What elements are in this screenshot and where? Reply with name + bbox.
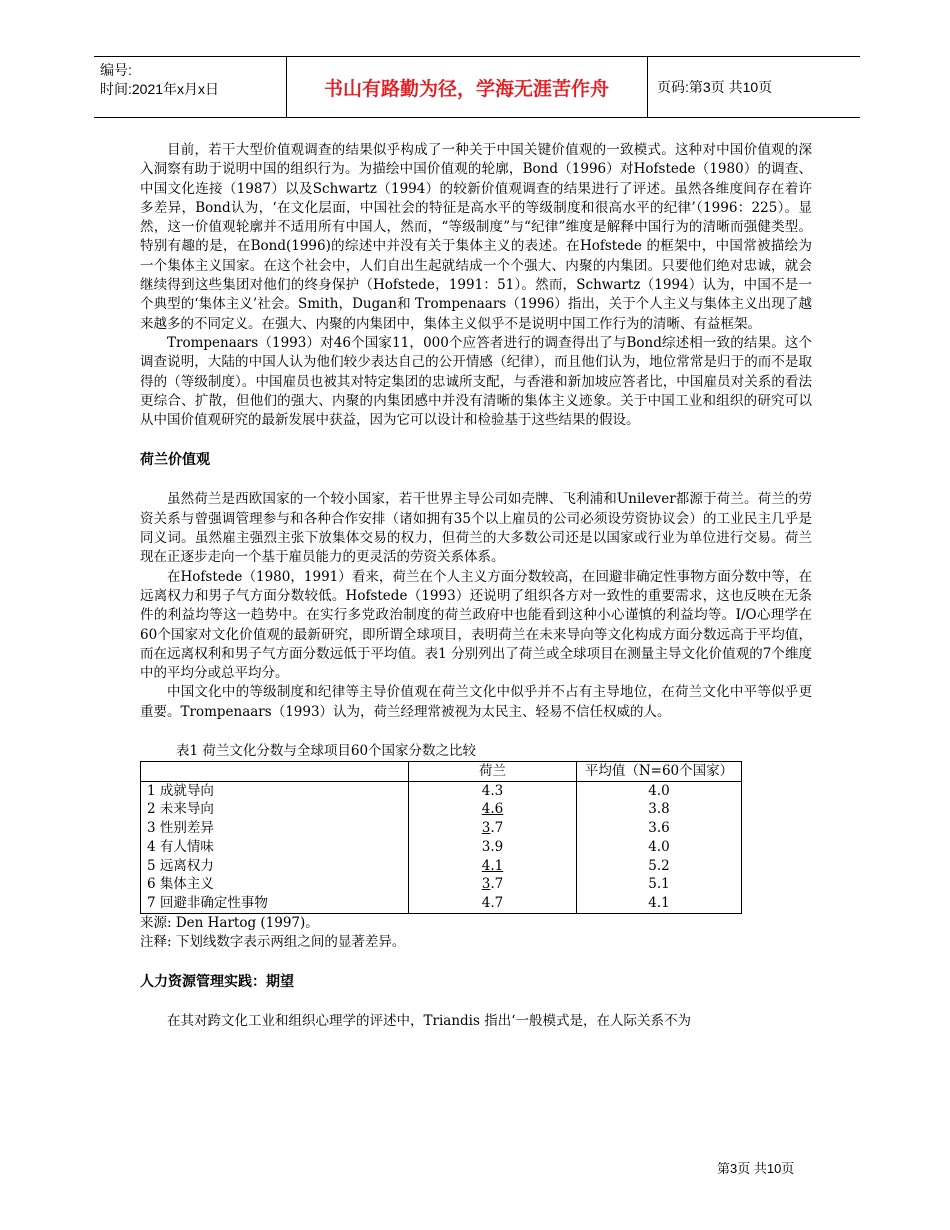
significant-digit: 3	[481, 820, 491, 837]
document-header	[94, 56, 860, 118]
value-remainder: .7	[490, 820, 504, 837]
table-cell-label: 3 性别差异	[141, 819, 409, 838]
table-row	[141, 838, 742, 857]
header-page-label: 页码:第3页 共10页	[657, 79, 773, 95]
table-cell-label: 7 回避非确定性事物	[141, 894, 409, 913]
section-heading: 荷兰价值观	[140, 452, 210, 469]
header-motto: 书山有路勤为径，学海无涯苦作舟	[323, 77, 609, 100]
table-cell-label: 6 集体主义	[141, 875, 409, 894]
significant-digit: 3	[481, 876, 491, 893]
table-cell-value: 5.2	[577, 857, 742, 876]
table-cell-value: 4.1	[577, 894, 742, 913]
paragraph: 中国文化中的等级制度和纪律等主导价值观在荷兰文化中似乎并不占有主导地位，在荷兰文化中平等似乎更重要。Trompenaars（1993）认为，荷兰经理常被视为太民主、轻易不信任权威的人。	[140, 684, 812, 720]
paragraph: 在其对跨文化工业和组织心理学的评述中，Triandis 指出‘一般模式是，在人际关系不为	[167, 1012, 691, 1029]
paragraph: 目前，若干大型价值观调查的结果似乎构成了一种关于中国关键价值观的一致模式。这种对中国价值观的深入洞察有助于说明中国的组织行为。为描绘中国价值观的轮廓，Bond（1996）对Hofstede（1980）的调查、中国文化连接（1987）以及Schwartz（1994）的较新价值观调查的结果进行了评述。虽然各维度间存在着许多差异，Bond认为，‘在文化层面，中国社会的特征是高水平的等级制度和很高水平的纪律’（1996：225）。显然，这一价值观轮廓并不适用所有中国人，然而，“等级制度”与“纪律”维度是解释中国行为的清晰而强健类型。特别有趣的是，在Bond(1996)的综述中并没有关于集体主义的表述。在Hofstede 的框架中，中国常被描绘为一个集体主义国家。在这个社会中，人们自出生起就结成一个个强大、内聚的内集团。只要他们绝对忠诚，就会继续得到这些集团对他们的终身保护（Hofstede，1991：51）。然而，Schwartz（1994）认为，中国不是一个典型的‘集体主义’社会。Smith，Dugan和 Trompenaars（1996）指出，关于个人主义与集体主义出现了越来越多的不同定义。在强大、内聚的内集团中，集体主义似乎不是说明中国工作行为的清晰、有益框架。	[140, 142, 812, 332]
table-row	[141, 819, 742, 838]
document-body	[140, 141, 812, 1031]
value-remainder: .7	[490, 876, 504, 893]
table-source: 来源: Den Hartog (1997)。	[140, 914, 319, 931]
table-cell-value: 5.1	[577, 875, 742, 894]
table-cell-value	[409, 875, 577, 894]
table-cell-value: 3.6	[577, 819, 742, 838]
table-row	[141, 781, 742, 800]
table-cell-label: 1 成就导向	[141, 781, 409, 800]
table-note: 注释: 下划线数字表示两组之间的显著差异。	[140, 933, 406, 950]
header-meta	[100, 61, 286, 99]
page-footer: 第3页 共10页	[717, 1161, 795, 1176]
table-cell-value-significant: 4.1	[409, 857, 577, 876]
table-cell-value	[409, 819, 577, 838]
table-cell-value: 3.8	[577, 800, 742, 819]
table-cell-value: 4.0	[577, 838, 742, 857]
table-row	[141, 800, 742, 819]
number-label: 编号:	[100, 62, 132, 78]
table-caption: 表1 荷兰文化分数与全球项目60个国家分数之比较	[176, 743, 477, 760]
table-header-cell	[141, 762, 409, 782]
time-label: 时间:2021年x月x日	[100, 81, 220, 97]
table-header-cell: 荷兰	[409, 762, 577, 782]
comparison-table	[140, 761, 742, 914]
table-cell-value: 3.9	[409, 838, 577, 857]
table-cell-label: 4 有人情味	[141, 838, 409, 857]
table-cell-label: 2 未来导向	[141, 800, 409, 819]
paragraph: 虽然荷兰是西欧国家的一个较小国家，若干世界主导公司如壳牌、飞利浦和Unilever都源于荷兰。荷兰的劳资关系与曾强调管理参与和各种合作安排（诸如拥有35个以上雇员的公司必须设劳资协议会）的工业民主几乎是同义词。虽然雇主强烈主张下放集体交易的权力，但荷兰的大多数公司还是以国家或行业为单位进行交易。荷兰现在正逐步走向一个基于雇员能力的更灵活的劳资关系体系。	[140, 491, 812, 566]
table-cell-value: 4.0	[577, 781, 742, 800]
table-row	[141, 894, 742, 913]
table-cell-value-significant: 4.6	[409, 800, 577, 819]
table-cell-label: 5 远离权力	[141, 857, 409, 876]
paragraph: Trompenaars（1993）对46个国家11，000个应答者进行的调查得出了与Bond综述相一致的结果。这个调查说明，大陆的中国人认为他们较少表达自己的公开情感（纪律），而且他们认为，地位常常是归于的而不是取得的（等级制度）。中国雇员也被其对特定集团的忠诚所支配，与香港和新加坡应答者比，中国雇员对关系的看法更综合、扩散，但他们的强大、内聚的内集团感中并没有清晰的集体主义迹象。关于中国工业和组织的研究可以从中国价值观研究的最新发展中获益，因为它可以设计和检验基于这些结果的假设。	[140, 334, 812, 429]
section-heading: 人力资源管理实践：期望	[140, 973, 294, 990]
table-row	[141, 875, 742, 894]
table-cell-value: 4.3	[409, 781, 577, 800]
table-header-cell: 平均值（N=60个国家）	[577, 762, 742, 782]
paragraph: 在Hofstede（1980，1991）看来，荷兰在个人主义方面分数较高，在回避非确定性事物方面分数中等，在远离权力和男子气方面分数较低。Hofstede（1993）还说明了组织各方对一致性的重要需求，这也反映在无条件的利益均等这一趋势中。在实行多党政治制度的荷兰政府中也能看到这种小心谨慎的利益均等。I/O心理学在60个国家对文化价值观的最新研究，即所谓全球项目，表明荷兰在未来导向等文化构成方面分数远高于平均值，而在远离权利和男子气方面分数远低于平均值。表1 分别列出了荷兰或全球项目在测量主导文化价值观的7个维度中的平均分或总平均分。	[140, 568, 812, 682]
table-row	[141, 857, 742, 876]
table-header-row	[141, 762, 742, 782]
table-cell-value: 4.7	[409, 894, 577, 913]
